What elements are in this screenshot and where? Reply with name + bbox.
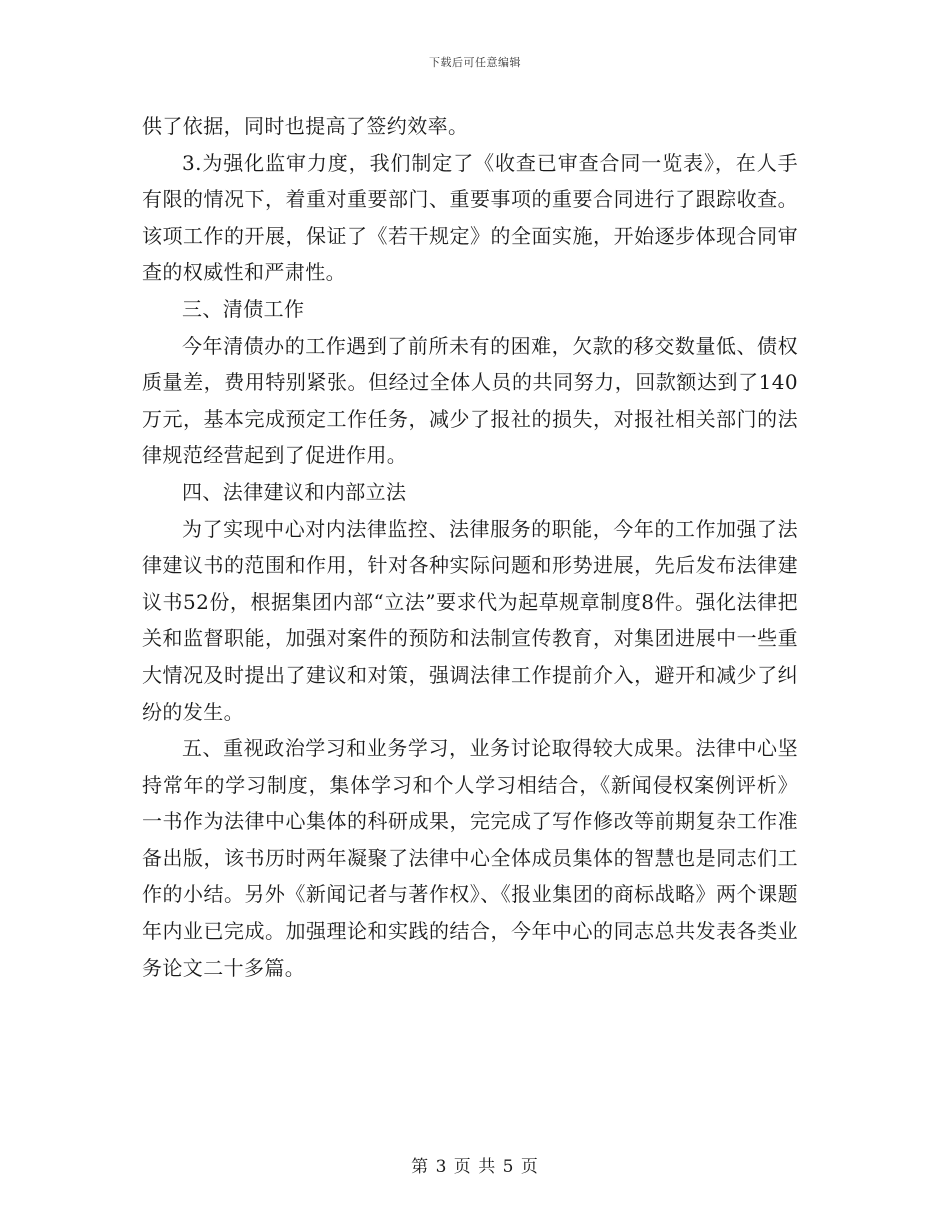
document-body bbox=[142, 108, 798, 986]
paragraph: 为了实现中心对内法律监控、法律服务的职能，今年的工作加强了法律建议书的范围和作用，针对各种实际问题和形势进展，先后发布法律建议书52份，根据集团内部“立法”要求代为起草规章制度8件。强化法律把关和监督职能，加强对案件的预防和法制宣传教育，对集团进展中一些重大情况及时提出了建议和对策，强调法律工作提前介入，避开和减少了纠纷的发生。 bbox=[142, 516, 798, 724]
paragraph: 今年清债办的工作遇到了前所未有的困难，欠款的移交数量低、债权质量差，费用特别紧张。但经过全体人员的共同努力，回款额达到了140万元，基本完成预定工作任务，减少了报社的损失，对报社相关部门的法律规范经营起到了促进作用。 bbox=[142, 333, 798, 468]
section-heading: 四、法律建议和内部立法 bbox=[182, 479, 407, 504]
page-header: 下载后可任意编辑 bbox=[429, 56, 521, 69]
page-number: 第 3 页 共 5 页 bbox=[411, 1157, 539, 1177]
section-heading: 三、清债工作 bbox=[182, 296, 305, 321]
paragraph: 五、重视政治学习和业务学习，业务讨论取得较大成果。法律中心坚持常年的学习制度，集体学习和个人学习相结合，《新闻侵权案例评析》一书作为法律中心集体的科研成果，完完成了写作修改等前期复杂工作准备出版，该书历时两年凝聚了法律中心全体成员集体的智慧也是同志们工作的小结。另外《新闻记者与著作权》、《报业集团的商标战略》两个课题年内业已完成。加强理论和实践的结合，今年中心的同志总共发表各类业务论文二十多篇。 bbox=[142, 736, 798, 980]
paragraph: 3.为强化监审力度，我们制定了《收查已审查合同一览表》，在人手有限的情况下，着重对重要部门、重要事项的重要合同进行了跟踪收查。该项工作的开展，保证了《若干规定》的全面实施，开始逐步体现合同审查的权威性和严肃性。 bbox=[142, 150, 798, 285]
paragraph: 供了依据，同时也提高了签约效率。 bbox=[142, 114, 469, 138]
